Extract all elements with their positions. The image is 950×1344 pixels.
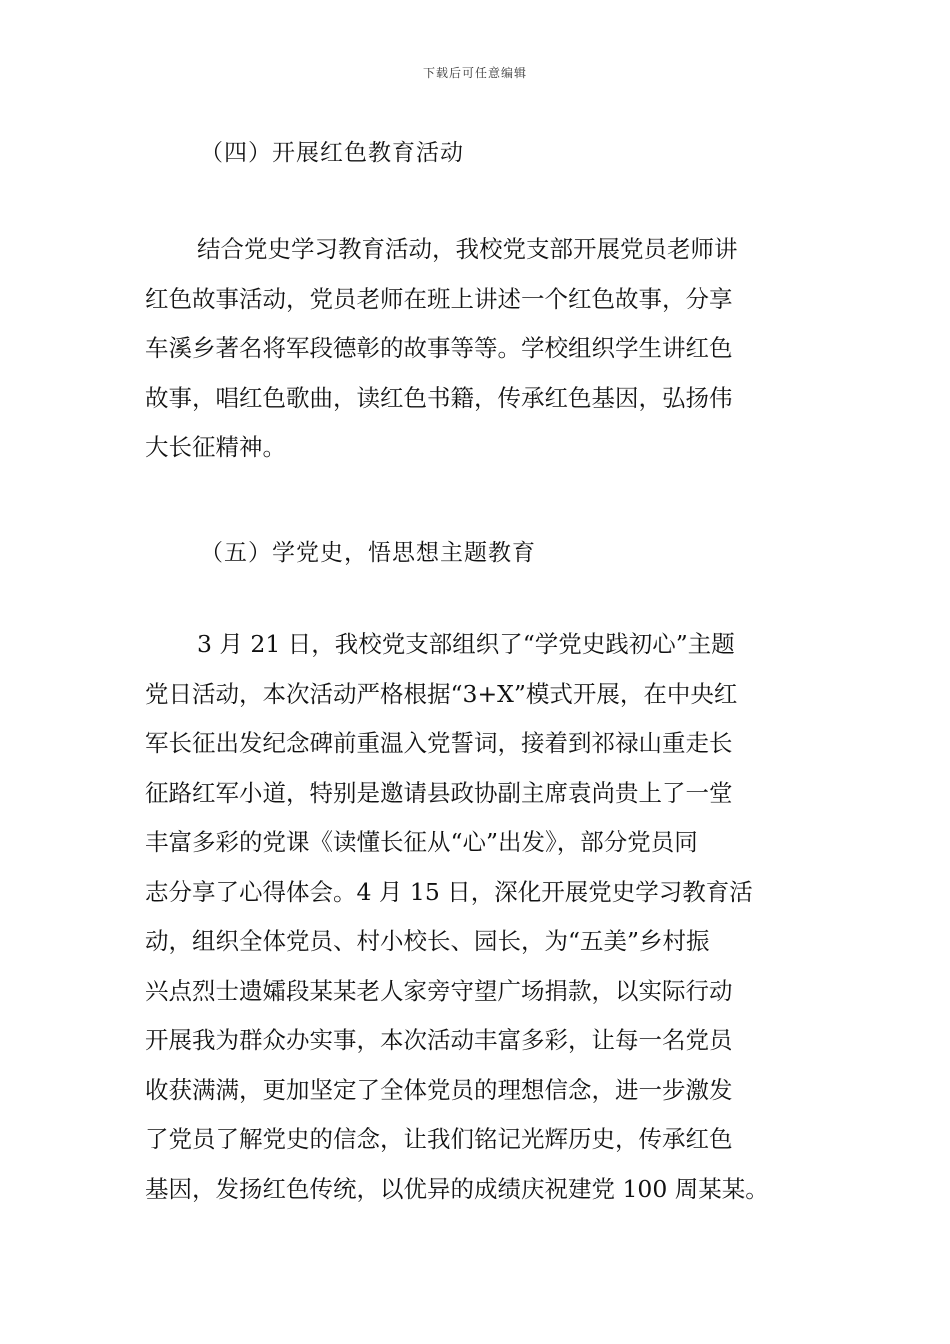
paragraph-line: 结合党史学习教育活动，我校党支部开展党员老师讲 bbox=[197, 235, 738, 263]
section-5-paragraph bbox=[145, 620, 813, 1214]
paragraph-line: 了党员了解党史的信念，让我们铭记光辉历史，传承红色 bbox=[145, 1125, 733, 1153]
paragraph-line: 收获满满，更加坚定了全体党员的理想信念，进一步激发 bbox=[145, 1075, 733, 1104]
paragraph-line: 志分享了心得体会。4 月 15 日，深化开展党史学习教育活 bbox=[145, 877, 753, 906]
paragraph-line: 大长征精神。 bbox=[145, 433, 286, 461]
section-heading-5: （五）学党史，悟思想主题教育 bbox=[200, 540, 536, 566]
paragraph-line: 车溪乡著名将军段德彰的故事等等。学校组织学生讲红色 bbox=[145, 334, 733, 362]
paragraph-line: 开展我为群众办实事，本次活动丰富多彩，让每一名党员 bbox=[145, 1026, 733, 1054]
paragraph-line: 征路红军小道，特别是邀请县政协副主席袁尚贵上了一堂 bbox=[145, 778, 733, 807]
paragraph-line: 军长征出发纪念碑前重温入党誓词，接着到祁禄山重走长 bbox=[145, 729, 733, 757]
paragraph-line: 丰富多彩的党课《读懂长征从“心”出发》，部分党员同 bbox=[145, 828, 698, 856]
page-header: 下载后可任意编辑 bbox=[422, 66, 527, 80]
paragraph-line: 党日活动，本次活动严格根据“3+X”模式开展，在中央红 bbox=[145, 679, 738, 708]
section-4-paragraph bbox=[145, 225, 813, 473]
paragraph-line: 动，组织全体党员、村小校长、园长，为“五美”乡村振 bbox=[145, 927, 710, 955]
paragraph-line: 红色故事活动，党员老师在班上讲述一个红色故事，分享 bbox=[145, 284, 733, 313]
paragraph-line: 基因，发扬红色传统，以优异的成绩庆祝建党 100 周某某。 bbox=[145, 1174, 769, 1203]
paragraph-line: 兴点烈士遗孀段某某老人家旁守望广场捐款，以实际行动 bbox=[145, 976, 733, 1005]
section-heading-4: （四）开展红色教育活动 bbox=[200, 140, 464, 166]
paragraph-line: 3 月 21 日，我校党支部组织了“学党史践初心”主题 bbox=[197, 630, 735, 658]
paragraph-line: 故事，唱红色歌曲，读红色书籍，传承红色基因，弘扬伟 bbox=[145, 383, 733, 412]
